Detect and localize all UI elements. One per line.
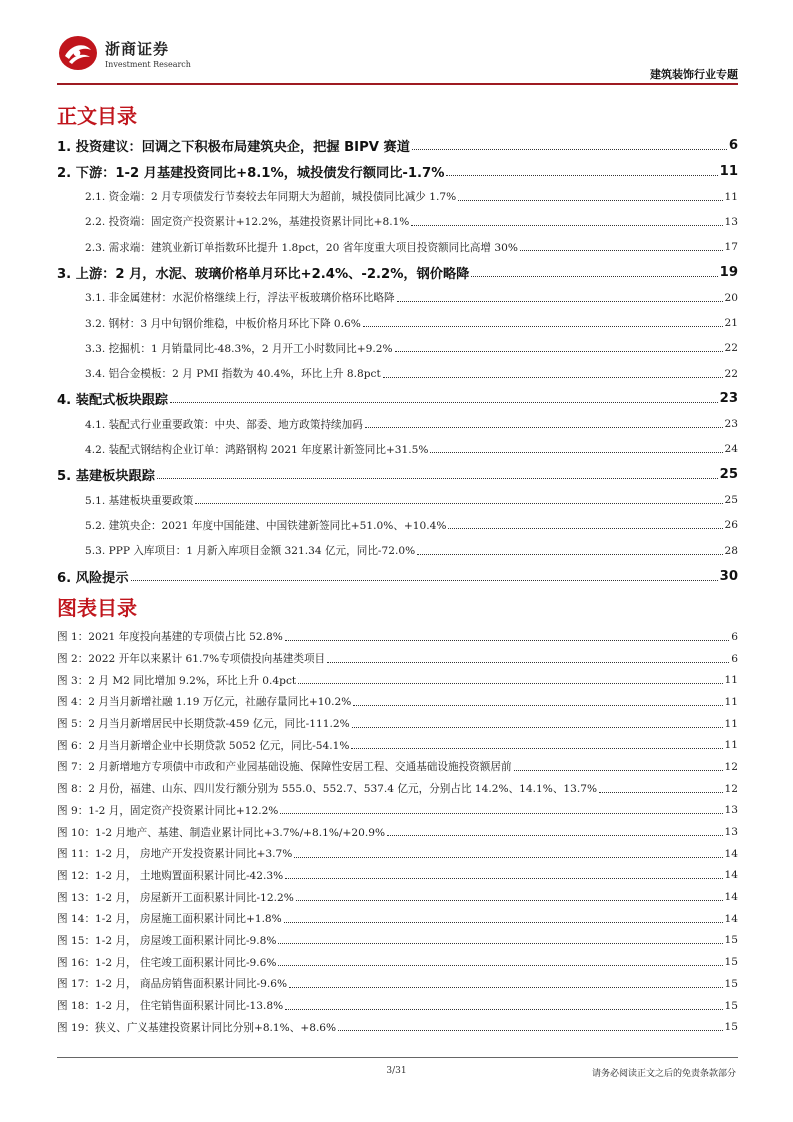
- figure-entry-page: 11: [724, 739, 738, 752]
- brand-name-en: Investment Research: [105, 59, 191, 69]
- toc-section[interactable]: [57, 336, 738, 361]
- figure-entry-page: 11: [724, 695, 738, 708]
- brand-name-cn: 浙商证券: [105, 39, 170, 58]
- toc-chapter-label: 6. 风险提示: [57, 570, 129, 586]
- figure-entry-page: 15: [724, 934, 738, 947]
- toc-title: 正文目录: [57, 104, 137, 128]
- dot-leader: [298, 683, 722, 684]
- figure-entry-label: 图 12：1-2 月， 土地购置面积累计同比-42.3%: [57, 869, 284, 882]
- figure-entry-label: 图 9：1-2 月，固定资产投资累计同比+12.2%: [57, 804, 279, 817]
- toc-chapter-page: 25: [719, 467, 738, 483]
- figure-entry[interactable]: [57, 734, 738, 756]
- brand-logo: [57, 34, 191, 72]
- toc-section-page: 22: [724, 367, 738, 380]
- toc-chapter-page: 11: [719, 163, 738, 179]
- toc-chapter-page: 19: [719, 265, 738, 281]
- dot-leader: [520, 250, 723, 251]
- figure-entry-page: 12: [724, 782, 738, 795]
- figure-entry-label: 图 7：2 月新增地方专项债中市政和产业园基础设施、保障性安居工程、交通基础设施投资额居前: [57, 761, 512, 774]
- dot-leader: [338, 1030, 722, 1031]
- figure-entry-page: 15: [724, 956, 738, 969]
- figure-entry-label: 图 15：1-2 月， 房屋竣工面积累计同比-9.8%: [57, 934, 277, 947]
- dot-leader: [430, 452, 722, 453]
- dot-leader: [417, 554, 722, 555]
- toc-section-page: 25: [724, 494, 738, 507]
- dot-leader: [285, 878, 722, 879]
- figure-entry[interactable]: [57, 821, 738, 843]
- figure-entry-page: 6: [731, 630, 738, 643]
- toc-section-label: 5.1. 基建板块重要政策: [85, 494, 194, 507]
- toc-section-label: 3.1. 非金属建材：水泥价格继续上行，浮法平板玻璃价格环比略降: [85, 292, 395, 305]
- dot-leader: [411, 225, 722, 226]
- dot-leader: [365, 427, 723, 428]
- dot-leader: [278, 965, 722, 966]
- figure-entry-label: 图 5：2 月当月新增居民中长期贷款-459 亿元，同比-111.2%: [57, 718, 350, 731]
- figure-entry-page: 14: [724, 869, 738, 882]
- figure-entry[interactable]: [57, 951, 738, 973]
- dot-leader: [170, 402, 718, 403]
- toc-chapter-label: 4. 装配式板块跟踪: [57, 393, 169, 409]
- figure-entry[interactable]: [57, 886, 738, 908]
- dot-leader: [294, 857, 722, 858]
- figure-list: [57, 626, 738, 1038]
- toc-chapter-label: 1. 投资建议：回调之下积极布局建筑央企，把握 BIPV 赛道: [57, 140, 410, 156]
- figure-entry-label: 图 1：2021 年度投向基建的专项债占比 52.8%: [57, 631, 283, 644]
- dot-leader: [395, 351, 723, 352]
- dot-leader: [351, 748, 722, 749]
- dot-leader: [289, 987, 722, 988]
- figure-entry-label: 图 19：狭义、广义基建投资累计同比分别+8.1%、+8.6%: [57, 1021, 337, 1034]
- toc-chapter-page: 23: [719, 391, 738, 407]
- toc-section-page: 28: [724, 544, 738, 557]
- toc-section-page: 22: [724, 342, 738, 355]
- dot-leader: [412, 149, 727, 150]
- dot-leader: [296, 900, 723, 901]
- dot-leader: [285, 1009, 722, 1010]
- page-header: [57, 34, 738, 84]
- toc-section-page: 24: [724, 443, 738, 456]
- figure-entry[interactable]: [57, 865, 738, 887]
- dot-leader: [514, 770, 723, 771]
- brand-mark-icon: [57, 34, 99, 72]
- toc-chapter[interactable]: [57, 386, 738, 412]
- toc-section[interactable]: [57, 311, 738, 336]
- dot-leader: [599, 792, 722, 793]
- figure-entry-page: 14: [724, 847, 738, 860]
- toc-section-label: 4.2. 装配式钢结构企业订单：鸿路钢构 2021 年度累计新签同比+31.5%: [85, 443, 429, 456]
- figure-entry-page: 14: [724, 891, 738, 904]
- toc-section-label: 5.2. 建筑央企：2021 年度中国能建、中国铁建新签同比+51.0%、+10.4%: [85, 519, 447, 532]
- toc-section-page: 23: [724, 418, 738, 431]
- dot-leader: [353, 705, 722, 706]
- figure-entry[interactable]: [57, 691, 738, 713]
- figure-entry-page: 14: [724, 912, 738, 925]
- figure-entry-label: 图 8：2 月份，福建、山东、四川发行额分别为 555.0、552.7、537.4 亿元，分别占比 14.2%、14.1%、13.7%: [57, 783, 598, 796]
- toc-section-label: 3.3. 挖掘机：1 月销量同比-48.3%，2 月开工小时数同比+9.2%: [85, 342, 393, 355]
- figure-entry-label: 图 4：2 月当月新增社融 1.19 万亿元，社融存量同比+10.2%: [57, 696, 352, 709]
- toc-chapter-label: 5. 基建板块跟踪: [57, 469, 155, 485]
- toc-section[interactable]: [57, 513, 738, 538]
- toc-chapter-page: 6: [728, 138, 738, 154]
- dot-leader: [387, 835, 722, 836]
- figure-entry[interactable]: [57, 800, 738, 822]
- figure-entry-page: 13: [724, 826, 738, 839]
- toc-section[interactable]: [57, 361, 738, 386]
- figure-entry-page: 15: [724, 977, 738, 990]
- toc-section-label: 3.4. 铝合金模板：2 月 PMI 指数为 40.4%，环比上升 8.8pct: [85, 368, 381, 380]
- header-divider: [57, 83, 738, 85]
- toc-chapter[interactable]: [57, 260, 738, 286]
- dot-leader: [284, 922, 723, 923]
- dot-leader: [383, 377, 723, 378]
- toc-chapter-page: 30: [719, 568, 738, 584]
- figure-entry-label: 图 10：1-2 月地产、基建、制造业累计同比+3.7%/+8.1%/+20.9%: [57, 826, 386, 839]
- dot-leader: [446, 175, 717, 176]
- figure-entry-label: 图 13：1-2 月， 房屋新开工面积累计同比-12.2%: [57, 891, 294, 904]
- toc-section-label: 2.2. 投资端：固定资产投资累计+12.2%，基建投资累计同比+8.1%: [85, 216, 410, 229]
- figure-entry[interactable]: [57, 843, 738, 865]
- dot-leader: [280, 813, 722, 814]
- dot-leader: [448, 528, 722, 529]
- toc-section[interactable]: [57, 285, 738, 310]
- figure-entry[interactable]: [57, 973, 738, 995]
- toc-section-page: 13: [724, 215, 738, 228]
- dot-leader: [327, 662, 729, 663]
- disclaimer-note: 请务必阅读正文之后的免责条款部分: [591, 1069, 736, 1079]
- toc-section-page: 20: [724, 291, 738, 304]
- dot-leader: [195, 503, 722, 504]
- toc-list: [57, 133, 738, 589]
- figure-entry[interactable]: [57, 756, 738, 778]
- dot-leader: [131, 580, 718, 581]
- figure-entry-label: 图 6：2 月当月新增企业中长期贷款 5052 亿元，同比-54.1%: [57, 739, 350, 752]
- toc-chapter[interactable]: [57, 133, 738, 159]
- figure-entry[interactable]: [57, 648, 738, 670]
- toc-section-page: 17: [724, 241, 738, 254]
- toc-section[interactable]: [57, 184, 738, 209]
- toc-section-label: 3.2. 钢材：3 月中旬钢价维稳，中板价格月环比下降 0.6%: [85, 317, 361, 330]
- toc-section-label: 5.3. PPP 入库项目：1 月新入库项目金额 321.34 亿元，同比-72.0%: [85, 545, 416, 558]
- toc-section-label: 4.1. 装配式行业重要政策：中央、部委、地方政策持续加码: [85, 418, 363, 431]
- toc-section-page: 11: [724, 190, 738, 203]
- figure-entry[interactable]: [57, 930, 738, 952]
- toc-section[interactable]: [57, 538, 738, 563]
- toc-section[interactable]: [57, 412, 738, 437]
- toc-section[interactable]: [57, 235, 738, 260]
- dot-leader: [397, 301, 723, 302]
- figure-entry-page: 11: [724, 717, 738, 730]
- dot-leader: [278, 943, 722, 944]
- figure-entry-label: 图 2：2022 开年以来累计 61.7%专项债投向基建类项目: [57, 653, 326, 666]
- figure-entry[interactable]: [57, 626, 738, 648]
- toc-chapter[interactable]: [57, 563, 738, 589]
- toc-section-page: 21: [724, 317, 738, 330]
- toc-section[interactable]: [57, 209, 738, 234]
- figure-entry-label: 图 17：1-2 月， 商品房销售面积累计同比-9.6%: [57, 978, 288, 991]
- figure-entry-page: 13: [724, 804, 738, 817]
- footer-divider: [57, 1057, 738, 1058]
- figure-entry-page: 11: [724, 674, 738, 687]
- page-number: 3/31: [386, 1066, 407, 1076]
- figure-entry[interactable]: [57, 713, 738, 735]
- figure-entry-label: 图 11：1-2 月， 房地产开发投资累计同比+3.7%: [57, 848, 293, 861]
- toc-section-page: 26: [724, 519, 738, 532]
- dot-leader: [471, 276, 717, 277]
- toc-chapter-label: 3. 上游：2 月，水泥、玻璃价格单月环比+2.4%、-2.2%，钢价略降: [57, 267, 470, 283]
- figure-entry[interactable]: [57, 1016, 738, 1038]
- toc-section-label: 2.1. 资金端：2 月专项债发行节奏较去年同期大为超前，城投债同比减少 1.7%: [85, 191, 457, 204]
- figure-entry-label: 图 16：1-2 月， 住宅竣工面积累计同比-9.6%: [57, 956, 277, 969]
- toc-section[interactable]: [57, 437, 738, 462]
- toc-chapter[interactable]: [57, 462, 738, 488]
- figure-entry-label: 图 18：1-2 月， 住宅销售面积累计同比-13.8%: [57, 1000, 284, 1013]
- figure-entry[interactable]: [57, 778, 738, 800]
- toc-section-label: 2.3. 需求端：建筑业新订单指数环比提升 1.8pct，20 省年度重大项目投资额同比高增 30%: [85, 241, 518, 254]
- figure-entry[interactable]: [57, 669, 738, 691]
- toc-chapter[interactable]: [57, 159, 738, 185]
- figure-entry-page: 12: [724, 760, 738, 773]
- dot-leader: [352, 727, 723, 728]
- dot-leader: [458, 200, 722, 201]
- figure-entry-label: 图 3：2 月 M2 同比增加 9.2%，环比上升 0.4pct: [57, 674, 297, 687]
- figure-entry[interactable]: [57, 995, 738, 1017]
- figure-entry-page: 6: [731, 652, 738, 665]
- dot-leader: [363, 326, 723, 327]
- dot-leader: [285, 640, 729, 641]
- figure-entry-page: 15: [724, 999, 738, 1012]
- report-type: 建筑装饰行业专题: [650, 68, 738, 81]
- fig-title: 图表目录: [57, 596, 137, 620]
- figure-entry[interactable]: [57, 908, 738, 930]
- toc-section[interactable]: [57, 488, 738, 513]
- figure-entry-label: 图 14：1-2 月， 房屋施工面积累计同比+1.8%: [57, 913, 282, 926]
- dot-leader: [157, 478, 718, 479]
- figure-entry-page: 15: [724, 1021, 738, 1034]
- toc-chapter-label: 2. 下游：1-2 月基建投资同比+8.1%，城投债发行额同比-1.7%: [57, 165, 445, 181]
